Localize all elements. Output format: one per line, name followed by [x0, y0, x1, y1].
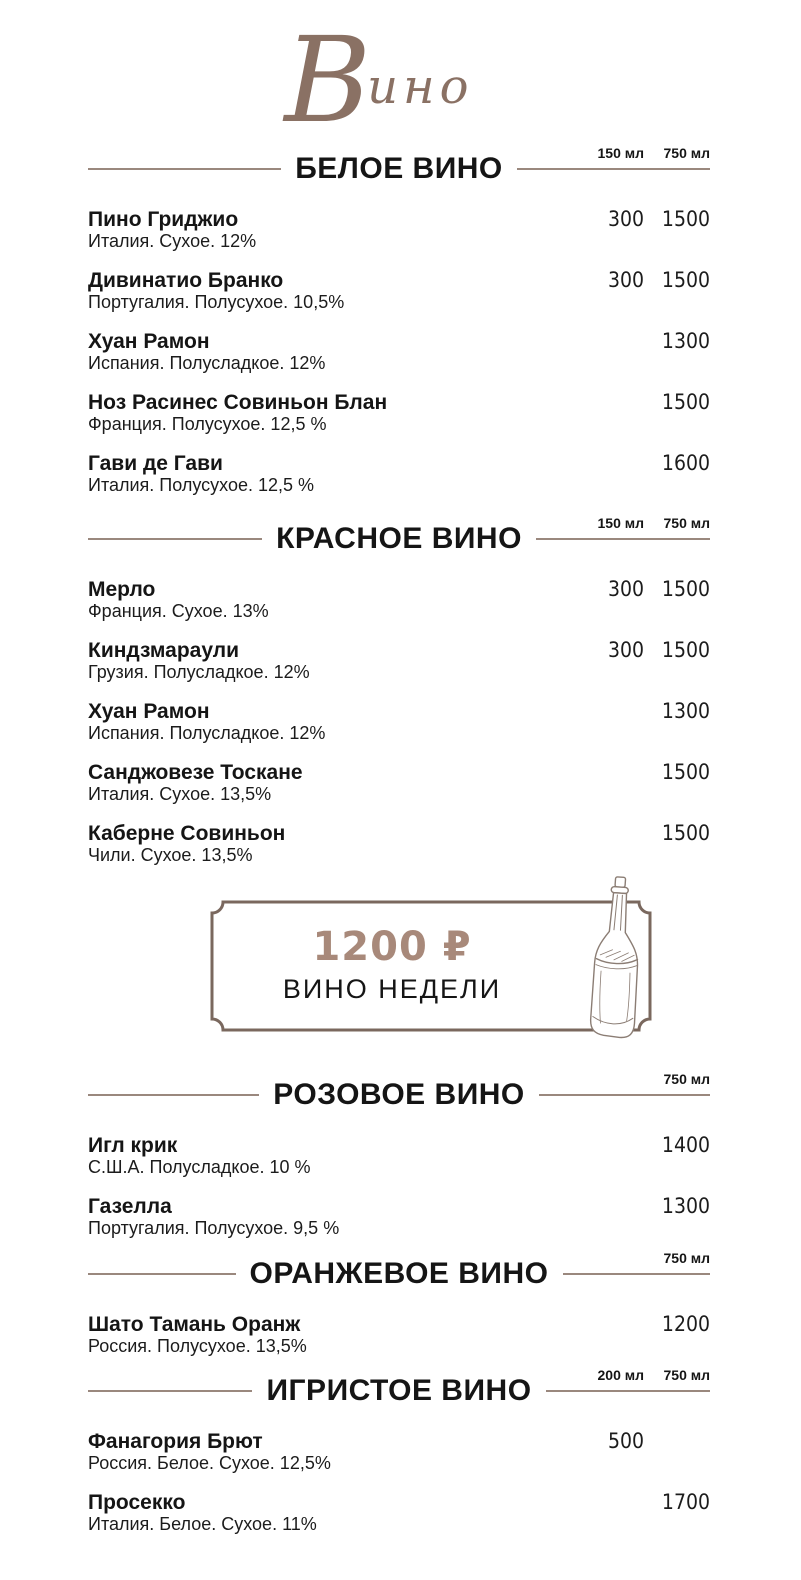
rule-line — [536, 515, 710, 540]
section-header-sparkling — [88, 1367, 711, 1408]
wine-name: Киндзмараули — [88, 639, 240, 662]
wine-name: Просекко — [88, 1491, 186, 1514]
section-title: БЕЛОЕ ВИНО — [295, 152, 503, 185]
menu-item — [88, 391, 710, 435]
wine-description: Испания. Полусладкое. 12% — [88, 353, 326, 373]
price-bottle: 1500 — [661, 760, 710, 784]
rule-line — [546, 1367, 711, 1392]
price-bottle: 1600 — [661, 451, 710, 475]
section-white-wine — [88, 145, 710, 496]
volume-label-750ml: 750 мл — [663, 1250, 710, 1266]
price-glass: 300 — [607, 577, 644, 601]
section-red-wine — [88, 515, 710, 866]
wine-name: Ноз Расинес Совиньон Блан — [88, 391, 388, 414]
section-title: ОРАНЖЕВОЕ ВИНО — [249, 1257, 549, 1290]
wine-name: Игл крик — [88, 1134, 178, 1157]
rule-line — [539, 1071, 711, 1096]
wine-description: Россия. Белое. Сухое. 12,5% — [88, 1453, 331, 1473]
price-glass: 300 — [607, 268, 644, 292]
wine-description: Италия. Сухое. 13,5% — [88, 784, 272, 804]
volume-column-labels — [578, 145, 710, 161]
menu-item — [88, 269, 710, 313]
volume-column-labels — [578, 1367, 710, 1383]
section-orange-wine — [88, 1250, 710, 1357]
menu-item — [88, 1491, 710, 1535]
menu-item — [88, 330, 710, 374]
wine-description: Италия. Полусухое. 12,5 % — [88, 475, 315, 495]
wine-menu-page — [0, 10, 801, 1580]
section-title: РОЗОВОЕ ВИНО — [273, 1078, 525, 1111]
rule-line — [88, 1094, 259, 1096]
wine-description: Италия. Белое. Сухое. 11% — [88, 1514, 317, 1534]
wine-name: Каберне Совиньон — [88, 822, 286, 845]
volume-label-750ml: 750 мл — [663, 1367, 711, 1383]
wine-description: Грузия. Полусладкое. 12% — [88, 662, 310, 682]
wine-name: Гави де Гави — [88, 452, 223, 475]
menu-item — [88, 822, 710, 866]
volume-label-750ml: 750 мл — [663, 515, 710, 531]
rule-line — [88, 538, 262, 540]
volume-column-labels — [644, 1250, 710, 1266]
wine-description: Португалия. Полусухое. 10,5% — [88, 292, 345, 312]
volume-column-labels — [644, 1071, 710, 1087]
menu-item — [88, 208, 710, 252]
logo-initial: В — [284, 11, 368, 149]
wine-description: Португалия. Полусухое. 9,5 % — [88, 1218, 340, 1238]
wine-name: Пино Гриджио — [88, 208, 239, 231]
rule-line — [517, 145, 710, 170]
logo-script — [88, 10, 670, 150]
price-bottle: 1500 — [661, 638, 710, 662]
price-bottle: 1500 — [661, 207, 710, 231]
rule-line — [563, 1250, 711, 1275]
menu-item — [88, 578, 710, 622]
section-title: КРАСНОЕ ВИНО — [276, 522, 522, 555]
wine-name: Фанагория Брют — [88, 1430, 263, 1453]
wine-name: Санджовезе Тоскане — [88, 761, 303, 784]
wine-name: Хуан Рамон — [88, 700, 210, 723]
wine-name: Газелла — [88, 1195, 172, 1218]
wine-name: Мерло — [88, 578, 156, 601]
volume-label-750ml: 750 мл — [663, 1071, 711, 1087]
price-bottle: 1500 — [661, 577, 710, 601]
rule-line — [88, 168, 281, 170]
wine-description: С.Ш.А. Полусладкое. 10 % — [88, 1157, 311, 1177]
volume-column-labels — [578, 515, 710, 531]
menu-item — [88, 1134, 710, 1178]
wine-description: Россия. Полусухое. 13,5% — [88, 1336, 307, 1356]
wine-of-week-banner — [210, 900, 652, 1032]
wine-name: Хуан Рамон — [88, 330, 210, 353]
wine-bottle-illustration — [568, 874, 664, 1046]
wine-description: Франция. Полусухое. 12,5 % — [88, 414, 327, 434]
volume-label-150ml: 150 мл — [597, 515, 644, 531]
price-glass: 300 — [607, 638, 644, 662]
banner-label: ВИНО НЕДЕЛИ — [282, 973, 502, 1004]
banner-price: 1200 ₽ — [312, 923, 472, 970]
section-header-white — [88, 145, 710, 186]
wine-description: Испания. Полусладкое. 12% — [88, 723, 326, 743]
menu-item — [88, 1195, 710, 1239]
price-bottle: 1500 — [661, 390, 710, 414]
price-bottle: 1400 — [661, 1133, 710, 1157]
section-header-red — [88, 515, 710, 556]
section-header-orange — [88, 1250, 710, 1291]
section-rose-wine — [88, 1071, 711, 1239]
wine-menu — [0, 10, 801, 1535]
wine-description: Чили. Сухое. 13,5% — [88, 845, 253, 865]
section-header-rose — [88, 1071, 711, 1112]
section-title: ИГРИСТОЕ ВИНО — [266, 1374, 532, 1407]
price-bottle: 1500 — [661, 268, 710, 292]
wine-description: Италия. Сухое. 12% — [88, 231, 257, 251]
rule-line — [88, 1390, 252, 1392]
price-bottle: 1700 — [661, 1490, 710, 1514]
rule-line — [88, 1273, 236, 1275]
menu-item — [88, 700, 710, 744]
price-bottle: 1300 — [661, 699, 710, 723]
price-bottle: 1200 — [661, 1312, 710, 1336]
menu-item — [88, 1430, 710, 1474]
section-sparkling-wine — [88, 1367, 711, 1535]
volume-label-150ml: 150 мл — [597, 145, 644, 161]
wine-description: Франция. Сухое. 13% — [88, 601, 269, 621]
menu-item — [88, 639, 710, 683]
menu-item — [88, 1313, 710, 1357]
price-bottle: 1500 — [661, 821, 710, 845]
price-bottle: 1300 — [661, 329, 710, 353]
wine-name: Шато Тамань Оранж — [88, 1313, 301, 1336]
volume-label-200ml: 200 мл — [597, 1367, 645, 1383]
price-glass: 300 — [607, 207, 644, 231]
wine-name: Дивинатио Бранко — [88, 269, 284, 292]
price-bottle: 1300 — [661, 1194, 710, 1218]
price-glass: 500 — [607, 1429, 644, 1453]
volume-label-750ml: 750 мл — [663, 145, 710, 161]
menu-item — [88, 761, 710, 805]
logo-rest: ино — [367, 59, 474, 115]
menu-item — [88, 452, 710, 496]
